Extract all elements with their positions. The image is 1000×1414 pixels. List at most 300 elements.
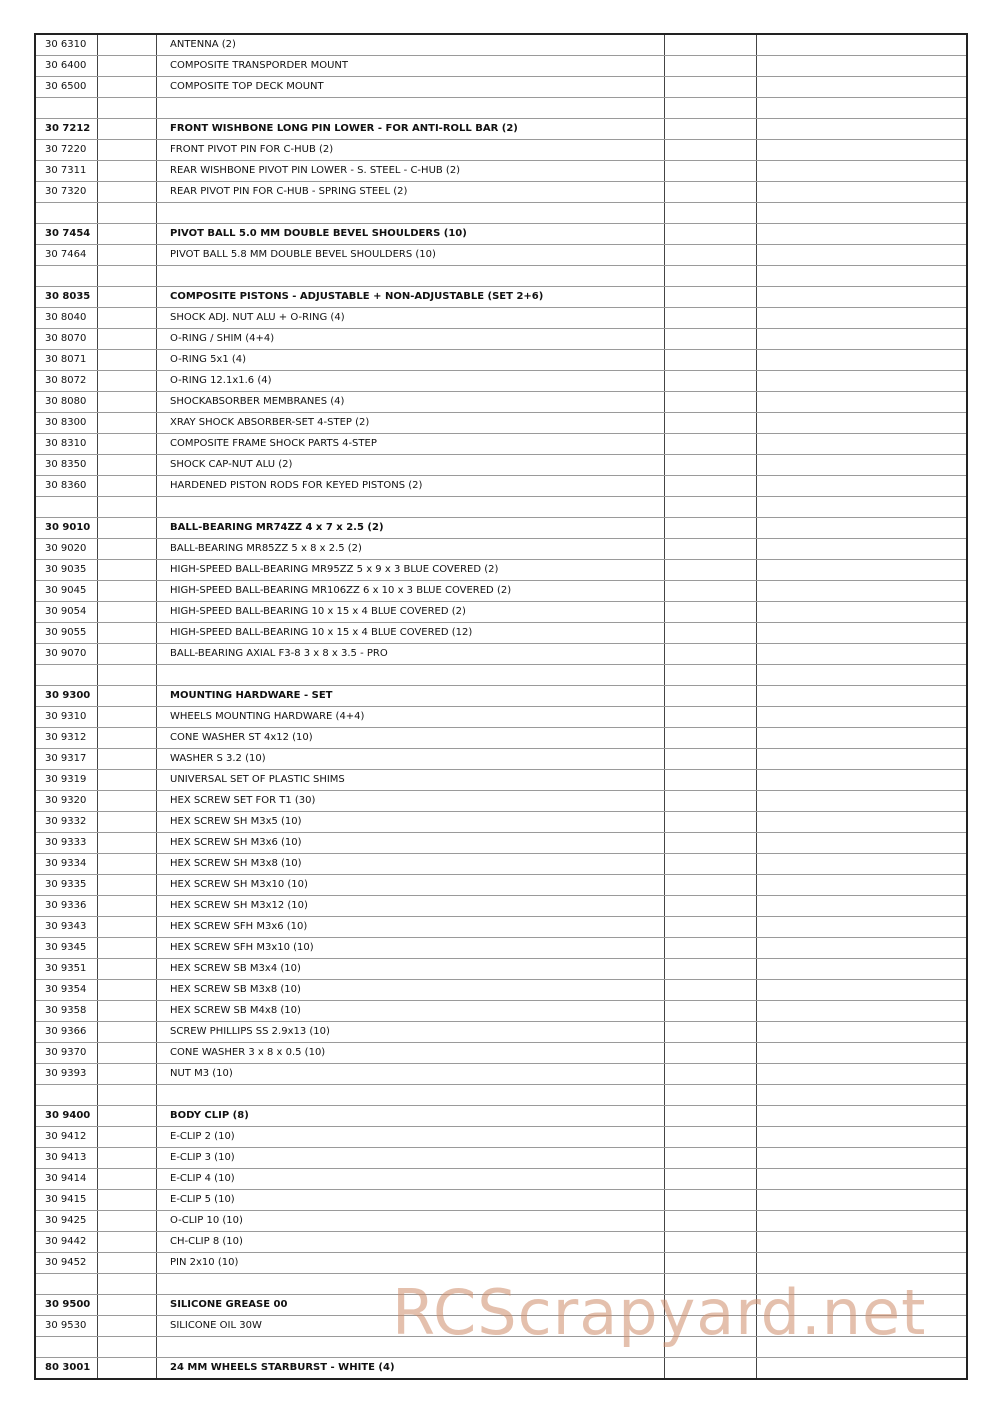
empty-row: [35, 497, 967, 518]
blank-cell: [665, 812, 757, 833]
blank-cell: [665, 560, 757, 581]
part-description-cell: SHOCKABSORBER MEMBRANES (4): [157, 392, 665, 413]
part-description-cell: HEX SCREW SH M3x10 (10): [157, 875, 665, 896]
part-description-cell: HEX SCREW SFH M3x10 (10): [157, 938, 665, 959]
blank-cell: [98, 413, 157, 434]
blank-cell: [665, 1190, 757, 1211]
blank-cell: [98, 854, 157, 875]
part-description-cell: COMPOSITE TRANSPORDER MOUNT: [157, 56, 665, 77]
table-row: [35, 1358, 967, 1380]
blank-cell: [757, 833, 968, 854]
blank-cell: [757, 392, 968, 413]
table-row: [35, 308, 967, 329]
blank-cell: [757, 1106, 968, 1127]
table-row: [35, 1001, 967, 1022]
part-description-cell: [157, 98, 665, 119]
blank-cell: [98, 308, 157, 329]
part-description-cell: MOUNTING HARDWARE - SET: [157, 686, 665, 707]
table-row: [35, 959, 967, 980]
blank-cell: [757, 497, 968, 518]
part-code-cell: 30 7464: [35, 245, 98, 266]
blank-cell: [757, 560, 968, 581]
blank-cell: [757, 1043, 968, 1064]
part-description-cell: O-RING 12.1x1.6 (4): [157, 371, 665, 392]
blank-cell: [665, 875, 757, 896]
part-code-cell: 30 9400: [35, 1106, 98, 1127]
part-code-cell: 30 9020: [35, 539, 98, 560]
part-description-cell: COMPOSITE FRAME SHOCK PARTS 4-STEP: [157, 434, 665, 455]
part-code-cell: 80 3001: [35, 1358, 98, 1380]
blank-cell: [665, 371, 757, 392]
part-code-cell: 30 9010: [35, 518, 98, 539]
empty-row: [35, 203, 967, 224]
blank-cell: [665, 707, 757, 728]
watermark: RCScrapyard.net: [392, 1276, 927, 1349]
part-description-cell: HEX SCREW SH M3x8 (10): [157, 854, 665, 875]
part-code-cell: [35, 1337, 98, 1358]
blank-cell: [98, 266, 157, 287]
blank-cell: [98, 434, 157, 455]
blank-cell: [98, 392, 157, 413]
part-code-cell: 30 9354: [35, 980, 98, 1001]
blank-cell: [757, 287, 968, 308]
part-code-cell: 30 9320: [35, 791, 98, 812]
blank-cell: [98, 728, 157, 749]
part-code-cell: 30 7454: [35, 224, 98, 245]
table-row: [35, 1169, 967, 1190]
part-description-cell: XRAY SHOCK ABSORBER-SET 4-STEP (2): [157, 413, 665, 434]
part-description-cell: HIGH-SPEED BALL-BEARING 10 x 15 x 4 BLUE COVERED (2): [157, 602, 665, 623]
blank-cell: [757, 707, 968, 728]
part-code-cell: 30 8080: [35, 392, 98, 413]
blank-cell: [98, 224, 157, 245]
blank-cell: [665, 1232, 757, 1253]
blank-cell: [757, 1148, 968, 1169]
blank-cell: [757, 1085, 968, 1106]
part-code-cell: [35, 1085, 98, 1106]
blank-cell: [665, 581, 757, 602]
part-code-cell: [35, 266, 98, 287]
blank-cell: [98, 1022, 157, 1043]
part-code-cell: 30 9300: [35, 686, 98, 707]
blank-cell: [98, 959, 157, 980]
table-row: [35, 1190, 967, 1211]
part-code-cell: 30 8035: [35, 287, 98, 308]
part-description-cell: COMPOSITE TOP DECK MOUNT: [157, 77, 665, 98]
table-row: [35, 476, 967, 497]
part-code-cell: [35, 665, 98, 686]
part-code-cell: 30 6310: [35, 34, 98, 56]
blank-cell: [98, 1295, 157, 1316]
blank-cell: [757, 350, 968, 371]
blank-cell: [665, 896, 757, 917]
blank-cell: [757, 1001, 968, 1022]
blank-cell: [665, 770, 757, 791]
blank-cell: [98, 1211, 157, 1232]
blank-cell: [757, 455, 968, 476]
table-row: [35, 644, 967, 665]
blank-cell: [757, 371, 968, 392]
blank-cell: [757, 1127, 968, 1148]
table-row: [35, 1253, 967, 1274]
blank-cell: [665, 140, 757, 161]
part-description-cell: SILICONE GREASE 00: [157, 1295, 665, 1316]
part-description-cell: CONE WASHER ST 4x12 (10): [157, 728, 665, 749]
blank-cell: [98, 161, 157, 182]
part-description-cell: E-CLIP 2 (10): [157, 1127, 665, 1148]
table-row: [35, 623, 967, 644]
table-row: [35, 791, 967, 812]
blank-cell: [757, 266, 968, 287]
blank-cell: [757, 665, 968, 686]
part-description-cell: E-CLIP 5 (10): [157, 1190, 665, 1211]
part-code-cell: 30 9332: [35, 812, 98, 833]
part-code-cell: 30 7311: [35, 161, 98, 182]
blank-cell: [757, 56, 968, 77]
parts-list-body: [35, 34, 967, 1379]
part-code-cell: 30 8072: [35, 371, 98, 392]
blank-cell: [665, 1358, 757, 1380]
blank-cell: [98, 665, 157, 686]
blank-cell: [757, 161, 968, 182]
part-code-cell: 30 6500: [35, 77, 98, 98]
blank-cell: [665, 224, 757, 245]
blank-cell: [757, 791, 968, 812]
part-description-cell: HIGH-SPEED BALL-BEARING 10 x 15 x 4 BLUE COVERED (12): [157, 623, 665, 644]
blank-cell: [757, 644, 968, 665]
blank-cell: [98, 497, 157, 518]
blank-cell: [665, 266, 757, 287]
blank-cell: [98, 34, 157, 56]
blank-cell: [665, 539, 757, 560]
part-description-cell: BALL-BEARING MR85ZZ 5 x 8 x 2.5 (2): [157, 539, 665, 560]
part-code-cell: [35, 1274, 98, 1295]
part-description-cell: FRONT PIVOT PIN FOR C-HUB (2): [157, 140, 665, 161]
blank-cell: [757, 1022, 968, 1043]
part-code-cell: 30 9414: [35, 1169, 98, 1190]
blank-cell: [98, 833, 157, 854]
part-description-cell: [157, 266, 665, 287]
part-code-cell: 30 9070: [35, 644, 98, 665]
table-row: [35, 875, 967, 896]
blank-cell: [665, 98, 757, 119]
part-code-cell: 30 9530: [35, 1316, 98, 1337]
empty-row: [35, 1085, 967, 1106]
blank-cell: [98, 581, 157, 602]
blank-cell: [665, 287, 757, 308]
part-description-cell: HEX SCREW SFH M3x6 (10): [157, 917, 665, 938]
table-row: [35, 1043, 967, 1064]
table-row: [35, 119, 967, 140]
table-row: [35, 896, 967, 917]
table-row: [35, 1022, 967, 1043]
table-row: [35, 560, 967, 581]
blank-cell: [665, 476, 757, 497]
blank-cell: [757, 728, 968, 749]
blank-cell: [757, 875, 968, 896]
blank-cell: [665, 749, 757, 770]
part-code-cell: 30 9370: [35, 1043, 98, 1064]
part-code-cell: 30 6400: [35, 56, 98, 77]
blank-cell: [665, 728, 757, 749]
blank-cell: [757, 182, 968, 203]
blank-cell: [757, 98, 968, 119]
part-code-cell: 30 9310: [35, 707, 98, 728]
table-row: [35, 707, 967, 728]
table-row: [35, 413, 967, 434]
empty-row: [35, 665, 967, 686]
part-description-cell: E-CLIP 4 (10): [157, 1169, 665, 1190]
blank-cell: [98, 371, 157, 392]
blank-cell: [757, 1232, 968, 1253]
table-row: [35, 854, 967, 875]
part-code-cell: 30 9345: [35, 938, 98, 959]
part-description-cell: HEX SCREW SB M3x4 (10): [157, 959, 665, 980]
blank-cell: [665, 791, 757, 812]
blank-cell: [98, 896, 157, 917]
blank-cell: [757, 245, 968, 266]
blank-cell: [757, 1211, 968, 1232]
blank-cell: [98, 77, 157, 98]
blank-cell: [757, 896, 968, 917]
part-description-cell: SILICONE OIL 30W: [157, 1316, 665, 1337]
blank-cell: [665, 1085, 757, 1106]
blank-cell: [665, 245, 757, 266]
blank-cell: [98, 1169, 157, 1190]
blank-cell: [665, 518, 757, 539]
part-description-cell: O-RING 5x1 (4): [157, 350, 665, 371]
blank-cell: [757, 518, 968, 539]
part-code-cell: 30 8360: [35, 476, 98, 497]
blank-cell: [757, 224, 968, 245]
part-code-cell: 30 9413: [35, 1148, 98, 1169]
blank-cell: [665, 1064, 757, 1085]
table-row: [35, 1211, 967, 1232]
blank-cell: [757, 539, 968, 560]
table-row: [35, 161, 967, 182]
blank-cell: [665, 644, 757, 665]
blank-cell: [757, 1358, 968, 1380]
part-description-cell: [157, 665, 665, 686]
blank-cell: [665, 665, 757, 686]
blank-cell: [98, 56, 157, 77]
blank-cell: [757, 34, 968, 56]
part-code-cell: 30 9425: [35, 1211, 98, 1232]
blank-cell: [757, 1190, 968, 1211]
part-description-cell: BALL-BEARING MR74ZZ 4 x 7 x 2.5 (2): [157, 518, 665, 539]
blank-cell: [665, 77, 757, 98]
blank-cell: [665, 686, 757, 707]
blank-cell: [665, 455, 757, 476]
part-code-cell: 30 9035: [35, 560, 98, 581]
part-description-cell: E-CLIP 3 (10): [157, 1148, 665, 1169]
empty-row: [35, 266, 967, 287]
blank-cell: [98, 1043, 157, 1064]
table-row: [35, 182, 967, 203]
table-row: [35, 56, 967, 77]
part-code-cell: [35, 497, 98, 518]
blank-cell: [665, 1043, 757, 1064]
part-code-cell: 30 9412: [35, 1127, 98, 1148]
blank-cell: [757, 854, 968, 875]
table-row: [35, 1106, 967, 1127]
blank-cell: [98, 1106, 157, 1127]
blank-cell: [665, 917, 757, 938]
table-row: [35, 371, 967, 392]
blank-cell: [665, 854, 757, 875]
blank-cell: [665, 329, 757, 350]
part-description-cell: BODY CLIP (8): [157, 1106, 665, 1127]
part-code-cell: 30 8070: [35, 329, 98, 350]
part-code-cell: 30 9335: [35, 875, 98, 896]
blank-cell: [665, 497, 757, 518]
part-code-cell: 30 8310: [35, 434, 98, 455]
part-description-cell: 24 MM WHEELS STARBURST - WHITE (4): [157, 1358, 665, 1380]
part-description-cell: PIVOT BALL 5.8 MM DOUBLE BEVEL SHOULDERS (10): [157, 245, 665, 266]
blank-cell: [665, 350, 757, 371]
table-row: [35, 938, 967, 959]
part-description-cell: WASHER S 3.2 (10): [157, 749, 665, 770]
blank-cell: [98, 686, 157, 707]
blank-cell: [98, 917, 157, 938]
part-code-cell: 30 8300: [35, 413, 98, 434]
table-row: [35, 224, 967, 245]
table-row: [35, 833, 967, 854]
blank-cell: [757, 77, 968, 98]
blank-cell: [98, 1337, 157, 1358]
table-row: [35, 686, 967, 707]
part-code-cell: 30 7320: [35, 182, 98, 203]
blank-cell: [757, 413, 968, 434]
blank-cell: [98, 455, 157, 476]
blank-cell: [757, 434, 968, 455]
table-row: [35, 539, 967, 560]
part-code-cell: 30 8350: [35, 455, 98, 476]
part-code-cell: 30 9054: [35, 602, 98, 623]
blank-cell: [665, 413, 757, 434]
part-description-cell: HEX SCREW SB M3x8 (10): [157, 980, 665, 1001]
part-code-cell: 30 9336: [35, 896, 98, 917]
blank-cell: [757, 1253, 968, 1274]
blank-cell: [98, 287, 157, 308]
blank-cell: [757, 140, 968, 161]
part-code-cell: 30 9045: [35, 581, 98, 602]
table-row: [35, 1064, 967, 1085]
table-row: [35, 602, 967, 623]
blank-cell: [757, 812, 968, 833]
part-description-cell: HEX SCREW SH M3x6 (10): [157, 833, 665, 854]
part-code-cell: [35, 98, 98, 119]
blank-cell: [665, 602, 757, 623]
part-code-cell: 30 9334: [35, 854, 98, 875]
blank-cell: [665, 1148, 757, 1169]
part-code-cell: [35, 203, 98, 224]
part-code-cell: 30 9351: [35, 959, 98, 980]
blank-cell: [665, 833, 757, 854]
blank-cell: [98, 749, 157, 770]
blank-cell: [98, 1190, 157, 1211]
part-description-cell: ANTENNA (2): [157, 34, 665, 56]
blank-cell: [98, 1274, 157, 1295]
blank-cell: [757, 581, 968, 602]
part-description-cell: [157, 497, 665, 518]
blank-cell: [98, 1085, 157, 1106]
table-row: [35, 518, 967, 539]
part-code-cell: 30 9366: [35, 1022, 98, 1043]
blank-cell: [757, 938, 968, 959]
table-row: [35, 1127, 967, 1148]
blank-cell: [98, 707, 157, 728]
table-row: [35, 980, 967, 1001]
blank-cell: [98, 560, 157, 581]
blank-cell: [665, 1022, 757, 1043]
part-description-cell: PIN 2x10 (10): [157, 1253, 665, 1274]
blank-cell: [98, 518, 157, 539]
blank-cell: [98, 1253, 157, 1274]
blank-cell: [757, 917, 968, 938]
table-row: [35, 812, 967, 833]
blank-cell: [98, 119, 157, 140]
blank-cell: [665, 119, 757, 140]
blank-cell: [98, 245, 157, 266]
blank-cell: [665, 1001, 757, 1022]
part-code-cell: 30 9343: [35, 917, 98, 938]
part-code-cell: 30 9452: [35, 1253, 98, 1274]
part-description-cell: SHOCK CAP-NUT ALU (2): [157, 455, 665, 476]
blank-cell: [98, 98, 157, 119]
table-row: [35, 140, 967, 161]
part-description-cell: O-RING / SHIM (4+4): [157, 329, 665, 350]
blank-cell: [757, 476, 968, 497]
blank-cell: [98, 1148, 157, 1169]
table-row: [35, 581, 967, 602]
blank-cell: [665, 34, 757, 56]
table-row: [35, 392, 967, 413]
part-description-cell: SHOCK ADJ. NUT ALU + O-RING (4): [157, 308, 665, 329]
table-row: [35, 434, 967, 455]
blank-cell: [98, 623, 157, 644]
part-description-cell: HIGH-SPEED BALL-BEARING MR95ZZ 5 x 9 x 3 BLUE COVERED (2): [157, 560, 665, 581]
blank-cell: [98, 1232, 157, 1253]
part-description-cell: HIGH-SPEED BALL-BEARING MR106ZZ 6 x 10 x 3 BLUE COVERED (2): [157, 581, 665, 602]
part-code-cell: 30 9415: [35, 1190, 98, 1211]
blank-cell: [665, 56, 757, 77]
blank-cell: [757, 686, 968, 707]
part-description-cell: REAR WISHBONE PIVOT PIN LOWER - S. STEEL - C-HUB (2): [157, 161, 665, 182]
blank-cell: [665, 938, 757, 959]
part-code-cell: 30 9500: [35, 1295, 98, 1316]
part-description-cell: REAR PIVOT PIN FOR C-HUB - SPRING STEEL (2): [157, 182, 665, 203]
blank-cell: [665, 1106, 757, 1127]
part-description-cell: BALL-BEARING AXIAL F3-8 3 x 8 x 3.5 - PRO: [157, 644, 665, 665]
blank-cell: [757, 1169, 968, 1190]
blank-cell: [665, 434, 757, 455]
blank-cell: [98, 182, 157, 203]
blank-cell: [665, 1211, 757, 1232]
part-description-cell: WHEELS MOUNTING HARDWARE (4+4): [157, 707, 665, 728]
part-code-cell: 30 7212: [35, 119, 98, 140]
part-description-cell: [157, 1085, 665, 1106]
part-description-cell: COMPOSITE PISTONS - ADJUSTABLE + NON-ADJUSTABLE (SET 2+6): [157, 287, 665, 308]
blank-cell: [98, 980, 157, 1001]
blank-cell: [757, 602, 968, 623]
part-description-cell: HEX SCREW SET FOR T1 (30): [157, 791, 665, 812]
blank-cell: [98, 1127, 157, 1148]
part-description-cell: HARDENED PISTON RODS FOR KEYED PISTONS (2): [157, 476, 665, 497]
part-description-cell: CONE WASHER 3 x 8 x 0.5 (10): [157, 1043, 665, 1064]
table-row: [35, 770, 967, 791]
blank-cell: [98, 350, 157, 371]
